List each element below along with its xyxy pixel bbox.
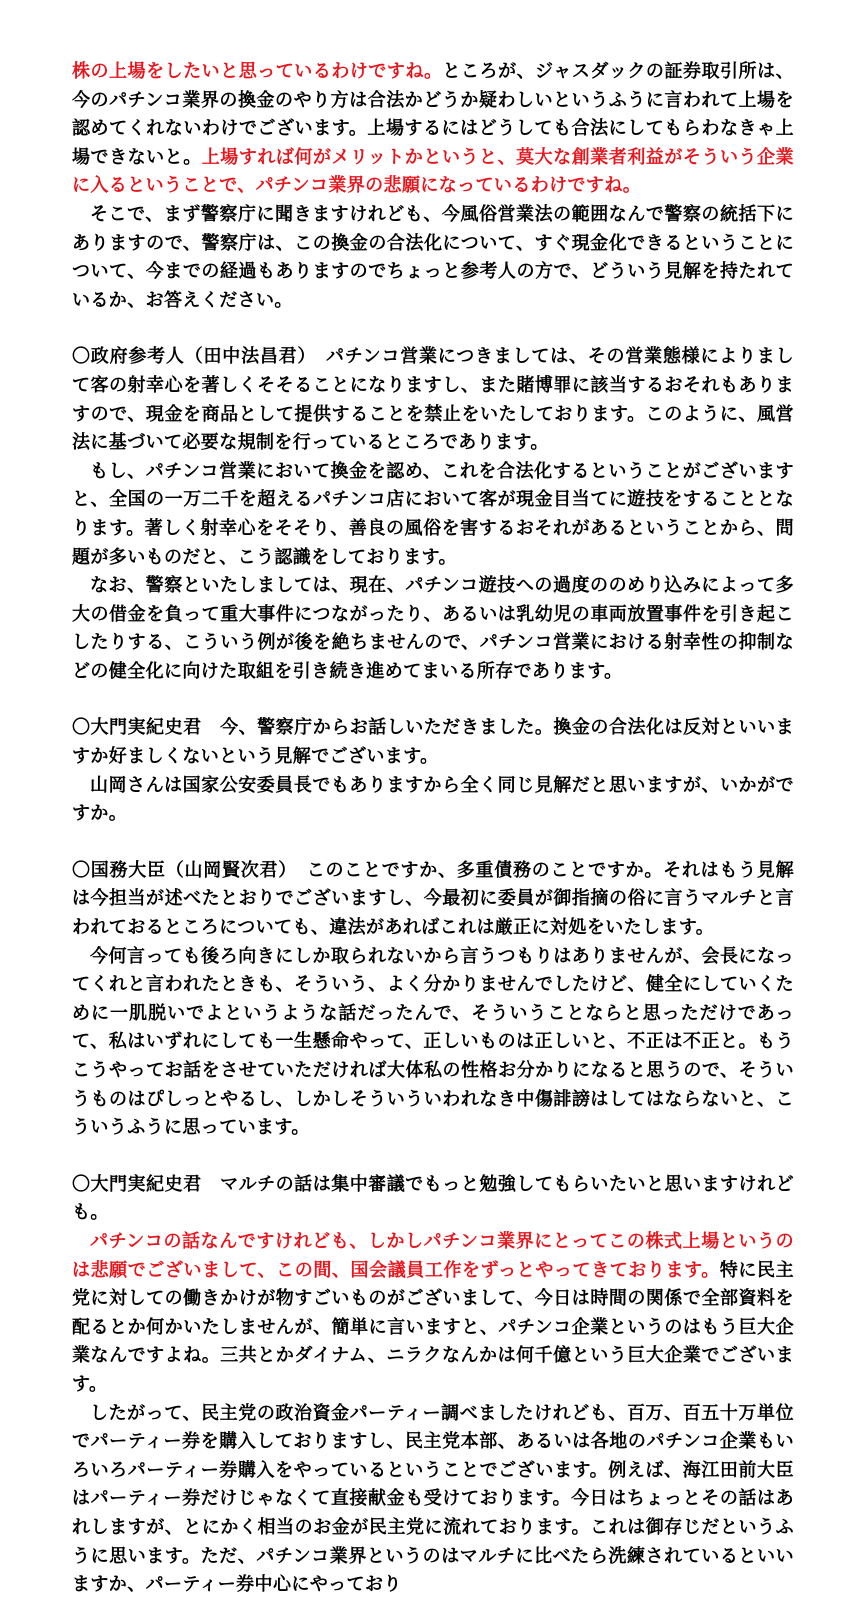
body-text: もし、パチンコ営業において換金を認め、これを合法化するということがございますと、全国の一万二千を超えるパチンコ店において客が現金目当てに遊技をすることとなります。著しく射幸心をそそり、善良の風俗を害するおそれがあるということから、問題が多いものだと、こう認識をしております。 [72,460,794,568]
paragraph [72,943,794,1143]
highlighted-text: 上場すれば何がメリットかというと、莫大な創業者利益がそういう企業に入るということで、パチンコ業界の悲願になっているわけですね。 [72,146,794,197]
paragraph [72,458,794,572]
body-text: 特に民主党に対しての働きかけが物すごいものがございまして、今日は時間の関係で全部資料を配るとか何かいたしませんが、簡単に言いますと、パチンコ企業というのはもう巨大企業なんですよね。三共とかダイナム、ニラクなんかは何千億という巨大企業でございます。 [72,1259,794,1395]
paragraph-gap [72,315,794,343]
paragraph [72,714,794,771]
body-text: 〇大門実紀史君 今、警察庁からお話しいただきました。換金の合法化は反対といいますか好ましくないという見解でございます。 [72,717,794,768]
body-text: なお、警察といたしましては、現在、パチンコ遊技への過度ののめり込みによって多大の借金を負って重大事件につながったり、あるいは乳幼児の車両放置事件を引き起こしたりする、こういう例が後を絶ちませんので、パチンコ営業における射幸性の抑制などの健全化に向けた取組を引き続き進めてまいる所存であります。 [72,575,794,682]
paragraph [72,1171,794,1228]
body-text: ところが、ジャスダックの証券取引所は、今のパチンコ業界の換金のやり方は合法かどうか疑わしいというふうに言われて上場を認めてくれないわけでございます。上場するにはどうしても合法にしてもらわなきゃ上場できないと。 [72,61,794,168]
paragraph [72,572,794,686]
paragraph [72,343,794,457]
paragraph [72,772,794,829]
paragraph [72,58,794,201]
body-text: 〇大門実紀史君 マルチの話は集中審議でもっと勉強してもらいたいと思いますけれども。 [72,1173,794,1224]
highlighted-text: パチンコの話なんですけれども、しかしパチンコ業界にとってこの株式上場というのは悲願でございまして、この間、国会議員工作をずっとやってきております。 [72,1230,794,1281]
paragraph-gap [72,829,794,857]
paragraph [72,201,794,315]
paragraph [72,1400,794,1600]
document-page [72,58,794,1600]
paragraph-gap [72,686,794,714]
body-text: 今何言っても後ろ向きにしか取られないから言うつもりはありませんが、会長になってくれと言われたときも、そういう、よく分かりませんでしたけど、健全にしていくために一肌脱いでよというような話だったんで、そういうことならと思っただけであって、私はいずれにしても一生懸命やって、正しいものは正しいと、不正は不正と。もうこうやってお話をさせていただければ大体私の性格お分かりになると思うので、そういうものはぴしっとやるし、しかしそういういわれなき中傷誹謗はしてはならないと、こういうふうに思っています。 [72,945,794,1139]
paragraph [72,857,794,943]
body-text: したがって、民主党の政治資金パーティー調べましたけれども、百万、百五十万単位でパーティー券を購入しておりますし、民主党本部、あるいは各地のパチンコ企業もいろいろパーティー券購入をやっているということでございます。例えば、海江田前大臣はパーティー券だけじゃなくて直接献金も受けております。今日はちょっとその話はあれしますが、とにかく相当のお金が民主党に流れております。これは御存じだというふうに思います。ただ、パチンコ業界というのはマルチに比べたら洗練されているといいますか、パーティー券中心にやっており [72,1402,794,1596]
highlighted-text: 株の上場をしたいと思っているわけですね。 [72,61,443,82]
body-text: そこで、まず警察庁に聞きますけれども、今風俗営業法の範囲なんで警察の統括下にありますので、警察庁は、この換金の合法化について、すぐ現金化できるということについて、今までの経過もありますのでちょっと参考人の方で、どういう見解を持たれているか、お答えください。 [72,203,794,311]
body-text: 山岡さんは国家公安委員長でもありますから全く同じ見解だと思いますが、いかがですか。 [72,774,794,825]
paragraph-gap [72,1143,794,1171]
paragraph [72,1228,794,1400]
body-text: 〇政府参考人（田中法昌君） パチンコ営業につきましては、その営業態様によりまして客の射幸心を著しくそそることになりますし、また賭博罪に該当するおそれもありますので、現金を商品として提供することを禁止をいたしております。このように、風営法に基づいて必要な規制を行っているところであります。 [72,346,794,454]
body-text: 〇国務大臣（山岡賢次君） このことですか、多重債務のことですか。それはもう見解は今担当が述べたとおりでございますし、今最初に委員が御指摘の俗に言うマルチと言われておるところについても、違法があればこれは厳正に対処をいたします。 [72,859,794,939]
